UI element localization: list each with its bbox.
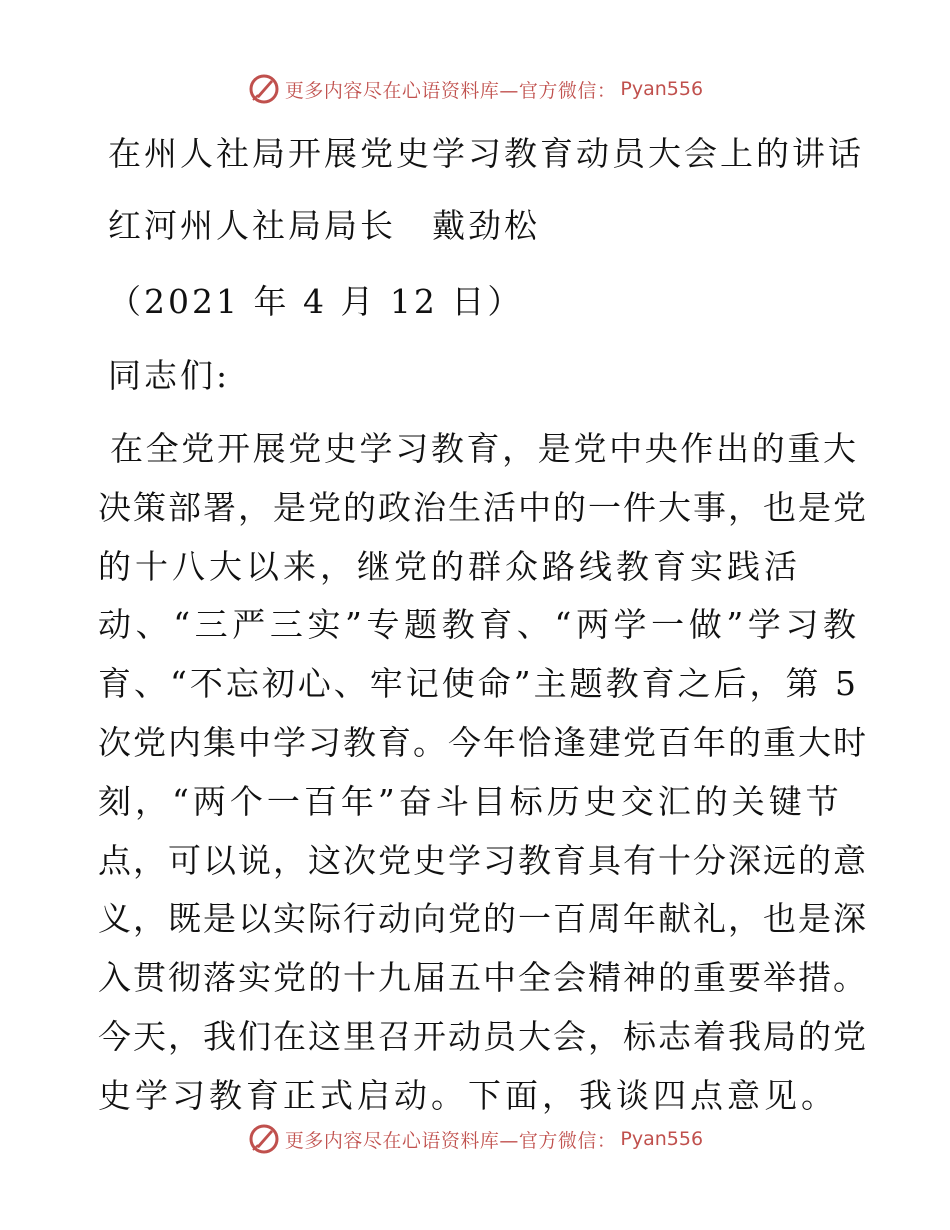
watermark-wechat-id: Pyan556	[620, 1128, 704, 1150]
body-line: 刻，“两个一百年”奋斗目标历史交汇的关键节	[98, 781, 843, 821]
quill-logo-icon	[247, 1122, 281, 1156]
document-author: 红河州人社局局长 戴劲松	[108, 206, 540, 245]
body-line: 的十八大以来，继党的群众路线教育实践活	[98, 546, 801, 586]
document-title: 在州人社局开展党史学习教育动员大会上的讲话	[108, 134, 864, 173]
body-paragraph	[98, 420, 868, 1126]
body-line: 次党内集中学习教育。今年恰逢建党百年的重大时	[98, 722, 868, 762]
body-line: 育、“不忘初心、牢记使命”主题教育之后，第 5	[98, 664, 858, 704]
watermark-text: 更多内容尽在心语资料库—官方微信：	[284, 79, 617, 102]
body-line: 今天，我们在这里召开动员大会，标志着我局的党	[98, 1016, 868, 1056]
body-line: 决策部署，是党的政治生活中的一件大事，也是党	[98, 487, 868, 527]
quill-logo-icon	[247, 72, 281, 106]
document-date: （2021 年 4 月 12 日）	[108, 282, 524, 321]
greeting: 同志们:	[108, 356, 231, 395]
body-line: 动、“三严三实”专题教育、“两学一做”学习教	[98, 605, 858, 645]
watermark-footer	[0, 1122, 950, 1156]
watermark-text: 更多内容尽在心语资料库—官方微信：	[284, 1129, 617, 1152]
body-line: 入贯彻落实党的十九届五中全会精神的重要举措。	[98, 958, 868, 998]
body-line: 点，可以说，这次党史学习教育具有十分深远的意	[98, 840, 868, 880]
watermark-header	[0, 72, 950, 106]
watermark-wechat-id: Pyan556	[620, 78, 704, 100]
body-line: 义，既是以实际行动向党的一百周年献礼，也是深	[98, 899, 868, 939]
body-line: 在全党开展党史学习教育，是党中央作出的重大	[110, 429, 858, 468]
body-line: 史学习教育正式启动。下面，我谈四点意见。	[98, 1075, 838, 1115]
